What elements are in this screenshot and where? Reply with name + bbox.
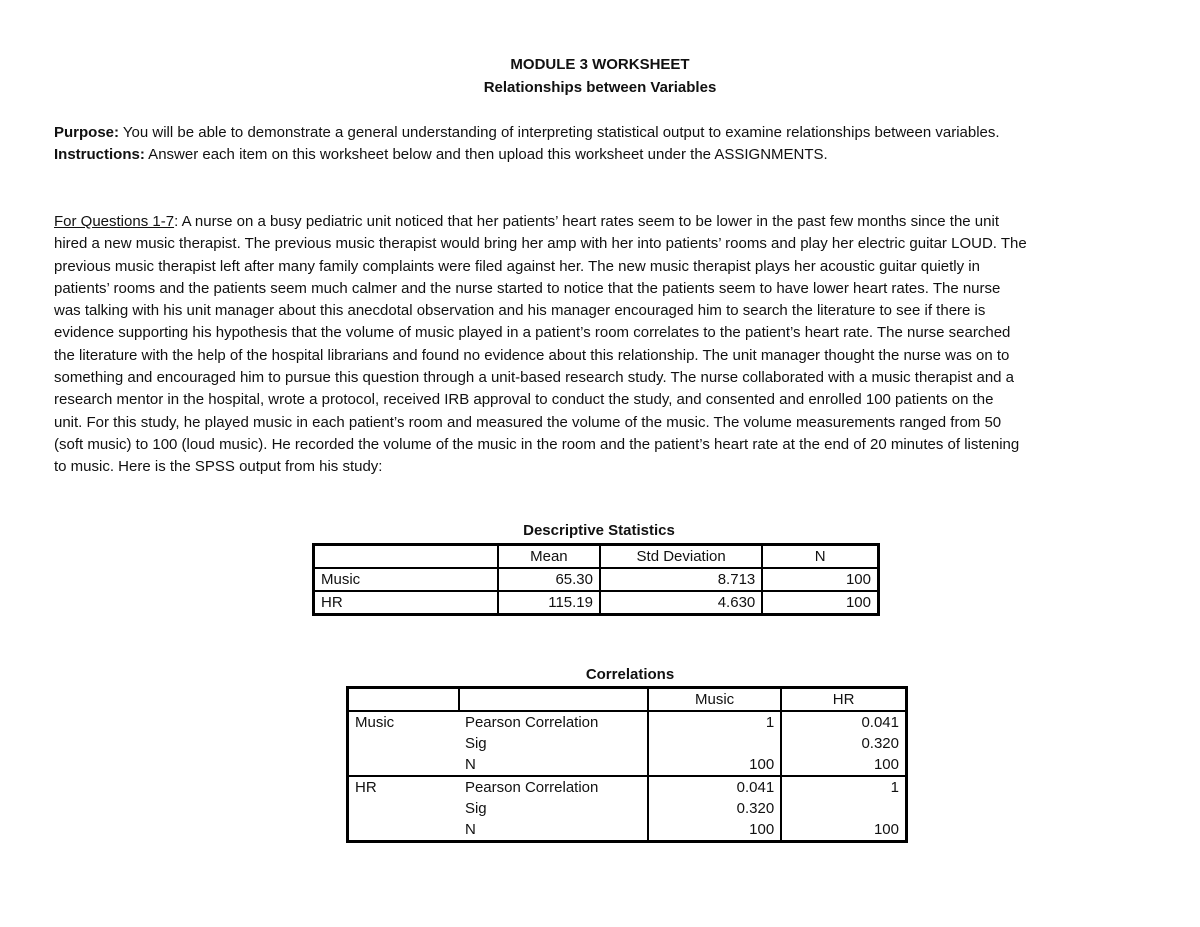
value-cell: 4.630 — [600, 591, 762, 615]
table-row — [348, 776, 907, 798]
table-row — [348, 733, 907, 754]
header-cell: N — [762, 545, 878, 569]
statistic-label: N — [459, 819, 648, 842]
instructions-text: Answer each item on this worksheet below and then upload this worksheet under the ASSIGNMENTS. — [144, 146, 828, 163]
value-cell: 8.713 — [600, 568, 762, 591]
paragraph-line: was talking with his unit manager about this anecdotal observation and his manager encouraged him to search the literature to see if there is — [54, 302, 986, 320]
value-cell: 100 — [762, 591, 878, 615]
paragraph-line: something and encouraged him to pursue this question through a unit-based research study. The nurse collaborated with a music therapist and a — [54, 369, 1015, 387]
statistic-label: Sig — [459, 733, 648, 754]
correlations-table — [346, 686, 908, 843]
paragraph-line: the literature with the help of the hospital librarians and found no evidence about this relationship. The unit manager thought the nurse was on to — [54, 346, 1010, 364]
header-cell — [459, 688, 648, 712]
paragraph-line: hired a new music therapist. The previous music therapist would bring her amp with her into patients’ rooms and play her electric guitar LOUD. The — [54, 235, 1027, 253]
statistic-label: Sig — [459, 798, 648, 819]
paragraph-line-text: : A nurse on a busy pediatric unit noticed that her patients’ heart rates seem to be lower in the past few months since the unit — [174, 213, 999, 230]
descriptives-table — [312, 543, 880, 616]
value-cell: 100 — [648, 819, 781, 842]
correlations-caption: Correlations — [585, 666, 675, 683]
table-row — [314, 591, 879, 615]
table-row — [348, 798, 907, 819]
table-row — [314, 568, 879, 591]
value-cell: 1 — [648, 711, 781, 733]
row-label: HR — [314, 591, 498, 615]
statistic-label: Pearson Correlation — [459, 711, 648, 733]
worksheet-subtitle: Relationships between Variables — [483, 79, 717, 96]
paragraph-line: (soft music) to 100 (loud music). He recorded the volume of the music in the room and the patient’s heart rate at the end of 20 minutes of listening — [54, 435, 1020, 453]
value-cell: 0.041 — [648, 776, 781, 798]
purpose-text: You will be able to demonstrate a general understanding of interpreting statistical output to examine relationships between variables. — [119, 124, 1000, 141]
statistic-label: N — [459, 754, 648, 776]
value-cell: 0.041 — [781, 711, 906, 733]
variable-label: HR — [348, 776, 459, 798]
descriptives-caption: Descriptive Statistics — [523, 522, 675, 539]
paragraph-line: to music. Here is the SPSS output from his study: — [54, 458, 383, 476]
header-cell — [314, 545, 498, 569]
value-cell: 115.19 — [498, 591, 600, 615]
purpose-label: Purpose: — [54, 124, 120, 141]
header-cell — [348, 688, 459, 712]
paragraph-line — [54, 211, 1154, 233]
instructions-label: Instructions: — [54, 146, 145, 163]
questions-label: For Questions 1-7 — [54, 213, 175, 230]
paragraph-line: patients’ rooms and the patients seem much calmer and the nurse started to notice that the patients seem to have lower heart rates. The nurse — [54, 279, 1001, 297]
header-cell: Std Deviation — [600, 545, 762, 569]
table-header-row — [314, 545, 879, 569]
worksheet-title: MODULE 3 WORKSHEET — [510, 56, 690, 73]
header-cell: Music — [648, 688, 781, 712]
value-cell — [781, 798, 906, 819]
header-cell: HR — [781, 688, 906, 712]
value-cell: 100 — [781, 819, 906, 842]
table-row — [348, 754, 907, 776]
value-cell — [648, 733, 781, 754]
table-row — [348, 711, 907, 733]
value-cell: 0.320 — [648, 798, 781, 819]
value-cell: 1 — [781, 776, 906, 798]
value-cell: 100 — [762, 568, 878, 591]
paragraph-line: unit. For this study, he played music in each patient’s room and measured the volume of the music. The volume measurements ranged from 50 — [54, 413, 1002, 431]
value-cell: 100 — [648, 754, 781, 776]
instructions-line — [54, 146, 828, 163]
header-cell: Mean — [498, 545, 600, 569]
paragraph-line: evidence supporting his hypothesis that the volume of music played in a patient’s room correlates to the patient’s heart rate. The nurse searched — [54, 324, 1011, 342]
paragraph-line: research mentor in the hospital, wrote a protocol, received IRB approval to conduct the study, and consented and enrolled 100 patients on the — [54, 391, 994, 409]
table-header-row — [348, 688, 907, 712]
statistic-label: Pearson Correlation — [459, 776, 648, 798]
questions-paragraph — [54, 211, 1154, 479]
value-cell: 65.30 — [498, 568, 600, 591]
paragraph-line: previous music therapist left after many family complaints were filed against her. The new music therapist plays her acoustic guitar quietly in — [54, 257, 980, 275]
table-row — [348, 819, 907, 842]
variable-label: Music — [348, 711, 459, 733]
value-cell: 0.320 — [781, 733, 906, 754]
row-label: Music — [314, 568, 498, 591]
purpose-line — [54, 124, 1000, 141]
value-cell: 100 — [781, 754, 906, 776]
